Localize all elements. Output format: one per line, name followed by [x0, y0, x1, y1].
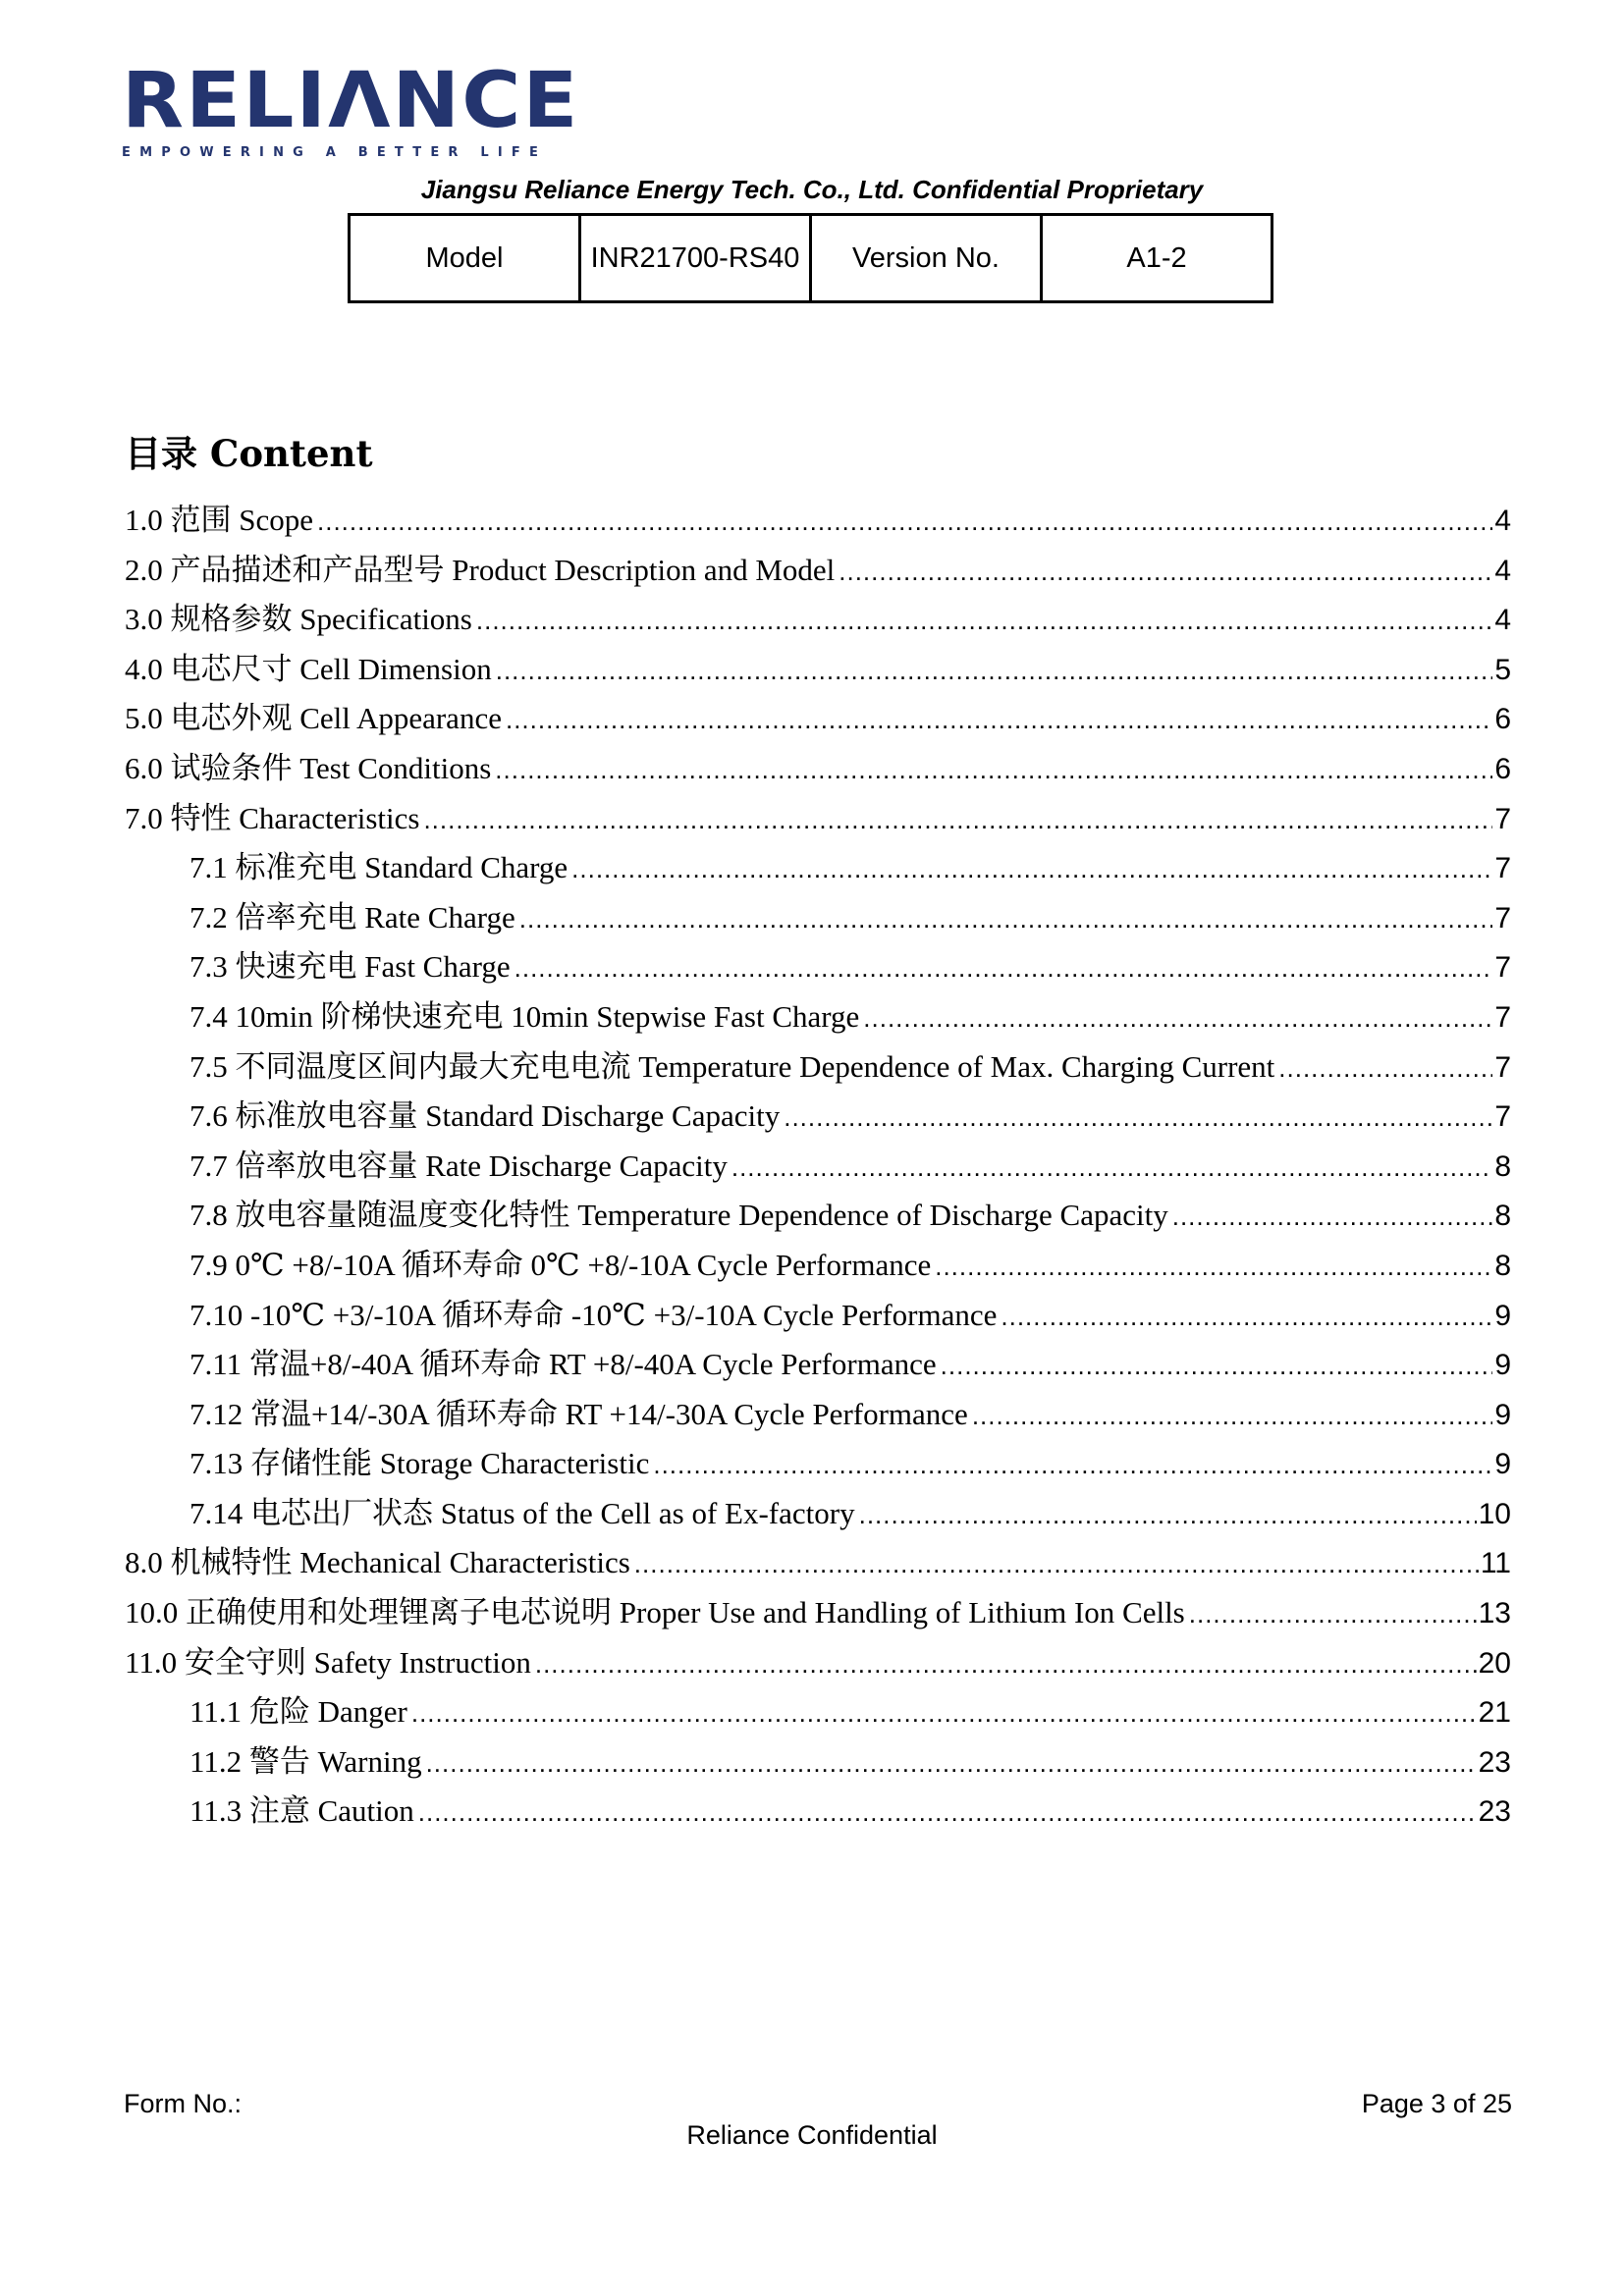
toc-entry-page: 5: [1494, 653, 1511, 686]
toc-entry-page: 9: [1494, 1299, 1511, 1332]
toc-entry-title: 7.11 常温+8/-40A 循环寿命 RT +8/-40A Cycle Performance: [189, 1347, 937, 1382]
version-label-cell: Version No.: [811, 215, 1042, 302]
toc-entry-title: 11.2 警告 Warning: [189, 1743, 422, 1779]
page-number: Page 3 of 25: [1361, 2089, 1512, 2118]
toc-dot-leader: [317, 497, 1492, 547]
toc-entry[interactable]: [125, 694, 1511, 744]
toc-entry[interactable]: [125, 1538, 1511, 1588]
toc-subentry[interactable]: [125, 1241, 1511, 1291]
toc-entry-title: 7.6 标准放电容量 Standard Discharge Capacity: [189, 1098, 781, 1134]
toc-entry-page: 8: [1494, 1149, 1511, 1183]
toc-dot-leader: [935, 1242, 1492, 1292]
toc-entry[interactable]: [125, 1638, 1511, 1688]
toc-entry-page: 7: [1494, 1000, 1511, 1034]
toc-entry-title: 7.8 放电容量随温度变化特性 Temperature Dependence of Discharge Capacity: [189, 1198, 1168, 1233]
toc-dot-leader: [859, 1490, 1477, 1540]
toc-dot-leader: [972, 1391, 1493, 1441]
toc-entry-page: 7: [1494, 802, 1511, 835]
toc-entry-title: 8.0 机械特性 Mechanical Characteristics: [125, 1545, 630, 1580]
toc-entry-page: 13: [1478, 1597, 1511, 1630]
toc-entry-title: 7.9 0℃ +8/-10A 循环寿命 0℃ +8/-10A Cycle Performance: [189, 1247, 932, 1282]
toc-entry-title: 7.0 特性 Characteristics: [125, 800, 420, 835]
toc-dot-leader: [476, 596, 1492, 646]
toc-entry[interactable]: [125, 1588, 1511, 1638]
toc-entry-title: 1.0 范围 Scope: [125, 503, 314, 537]
toc-dot-leader: [426, 1738, 1477, 1789]
toc-entry-title: 7.2 倍率充电 Rate Charge: [189, 899, 515, 934]
toc-dot-leader: [514, 943, 1493, 993]
toc-entry-title: 7.10 -10℃ +3/-10A 循环寿命 -10℃ +3/-10A Cycle Performance: [189, 1297, 998, 1332]
toc-subentry[interactable]: [125, 1489, 1511, 1539]
toc-entry-page: 21: [1478, 1696, 1511, 1730]
toc-dot-leader: [418, 1788, 1477, 1838]
toc-entry-page: 10: [1478, 1497, 1511, 1530]
toc-subentry[interactable]: [125, 1340, 1511, 1390]
toc-entry-title: 7.1 标准充电 Standard Charge: [189, 850, 568, 885]
toc-entry-title: 7.3 快速充电 Fast Charge: [189, 949, 511, 985]
toc-subentry[interactable]: [125, 1439, 1511, 1489]
toc-dot-leader: [839, 547, 1492, 597]
toc-entry-page: 4: [1494, 505, 1511, 537]
toc-entry-title: 7.14 电芯出厂状态 Status of the Cell as of Ex-factory: [189, 1495, 855, 1530]
toc-entry-page: 9: [1494, 1349, 1511, 1382]
toc-entry-page: 7: [1494, 1100, 1511, 1134]
toc-subentry[interactable]: [125, 1291, 1511, 1341]
toc-dot-leader: [411, 1688, 1477, 1738]
toc-dot-leader: [495, 745, 1492, 795]
toc-entry-page: 7: [1494, 901, 1511, 934]
toc-entry[interactable]: [125, 794, 1511, 844]
toc-subentry[interactable]: [125, 1390, 1511, 1440]
toc-entry-page: 20: [1478, 1646, 1511, 1680]
toc-entry-page: 8: [1494, 1249, 1511, 1282]
toc-subentry[interactable]: [125, 893, 1511, 943]
version-value-cell: A1-2: [1042, 215, 1272, 302]
toc-entry[interactable]: [125, 595, 1511, 645]
model-version-table: [348, 213, 1273, 303]
toc-entry-title: 11.0 安全守则 Safety Instruction: [125, 1644, 531, 1680]
toc-entry-page: 23: [1478, 1795, 1511, 1829]
toc-entry-title: 7.4 10min 阶梯快速充电 10min Stepwise Fast Charge: [189, 998, 860, 1034]
toc-dot-leader: [496, 646, 1493, 696]
toc-entry-title: 7.5 不同温度区间内最大充电电流 Temperature Dependence of Max. Charging Current: [189, 1048, 1275, 1084]
toc-dot-leader: [941, 1341, 1493, 1391]
toc-dot-leader: [423, 795, 1492, 845]
toc-dot-leader: [731, 1143, 1492, 1193]
toc-dot-leader: [1278, 1043, 1492, 1094]
model-value-cell: INR21700-RS40: [580, 215, 811, 302]
toc-entry-page: 4: [1494, 604, 1511, 637]
toc-entry[interactable]: [125, 645, 1511, 695]
toc-dot-leader: [1189, 1589, 1477, 1639]
toc-subentry[interactable]: [125, 942, 1511, 992]
toc-dot-leader: [634, 1539, 1479, 1589]
toc-entry-title: 4.0 电芯尺寸 Cell Dimension: [125, 651, 492, 686]
company-logo: [122, 57, 580, 160]
toc-entry-title: 7.13 存储性能 Storage Characteristic: [189, 1446, 650, 1481]
toc-entry-page: 9: [1494, 1448, 1511, 1481]
toc-entry-page: 4: [1494, 554, 1511, 587]
toc-subentry[interactable]: [125, 1042, 1511, 1093]
toc-entry-title: 3.0 规格参数 Specifications: [125, 602, 472, 637]
form-number: Form No.:: [124, 2089, 243, 2118]
confidential-footer: Reliance Confidential: [686, 2120, 938, 2150]
toc-entry[interactable]: [125, 546, 1511, 596]
toc-entry-title: 2.0 产品描述和产品型号 Product Description and Model: [125, 552, 836, 587]
toc-entry[interactable]: [125, 496, 1511, 546]
toc-entry-page: 7: [1494, 951, 1511, 985]
logo-tagline: EMPOWERING A BETTER LIFE: [122, 145, 548, 160]
toc-entry-page: 8: [1494, 1200, 1511, 1233]
toc-entry-page: 9: [1494, 1398, 1511, 1431]
toc-subentry[interactable]: [125, 1191, 1511, 1241]
toc-subentry[interactable]: [125, 1687, 1511, 1737]
toc-dot-leader: [535, 1639, 1477, 1689]
toc-entry-title: 10.0 正确使用和处理锂离子电芯说明 Proper Use and Handling of Lithium Ion Cells: [125, 1595, 1185, 1630]
toc-entry-title: 7.12 常温+14/-30A 循环寿命 RT +14/-30A Cycle Performance: [189, 1396, 968, 1431]
toc-entry-title: 7.7 倍率放电容量 Rate Discharge Capacity: [189, 1148, 728, 1183]
toc-dot-leader: [863, 993, 1492, 1043]
toc-entry[interactable]: [125, 744, 1511, 794]
toc-subentry[interactable]: [125, 1787, 1511, 1837]
toc-subentry[interactable]: [125, 1737, 1511, 1788]
toc-entry-page: 7: [1494, 1050, 1511, 1084]
toc-dot-leader: [1001, 1292, 1492, 1342]
toc-subentry[interactable]: [125, 992, 1511, 1042]
toc-subentry[interactable]: [125, 843, 1511, 893]
toc-dot-leader: [653, 1440, 1492, 1490]
logo-wordmark: RELIΛNCE: [122, 57, 580, 145]
toc-entry-page: 11: [1480, 1547, 1511, 1580]
toc-entry-title: 11.1 危险 Danger: [189, 1694, 407, 1730]
toc-entry-page: 23: [1478, 1745, 1511, 1779]
toc-dot-leader: [784, 1093, 1492, 1143]
toc-dot-leader: [1172, 1192, 1493, 1242]
toc-title: 目录 Content: [125, 432, 373, 475]
toc-subentry[interactable]: [125, 1092, 1511, 1142]
toc-entry-title: 11.3 注意 Caution: [189, 1793, 414, 1829]
company-confidential-line: Jiangsu Reliance Energy Tech. Co., Ltd. Confidential Proprietary: [420, 175, 1204, 204]
toc-subentry[interactable]: [125, 1142, 1511, 1192]
table-of-contents: [125, 496, 1511, 1837]
toc-entry-page: 6: [1494, 703, 1511, 736]
toc-dot-leader: [506, 695, 1492, 745]
toc-entry-title: 5.0 电芯外观 Cell Appearance: [125, 701, 502, 736]
toc-dot-leader: [571, 844, 1492, 894]
toc-entry-page: 6: [1494, 752, 1511, 785]
toc-entry-page: 7: [1494, 852, 1511, 885]
toc-dot-leader: [519, 894, 1493, 944]
model-label-cell: Model: [350, 215, 580, 302]
toc-entry-title: 6.0 试验条件 Test Conditions: [125, 750, 492, 785]
